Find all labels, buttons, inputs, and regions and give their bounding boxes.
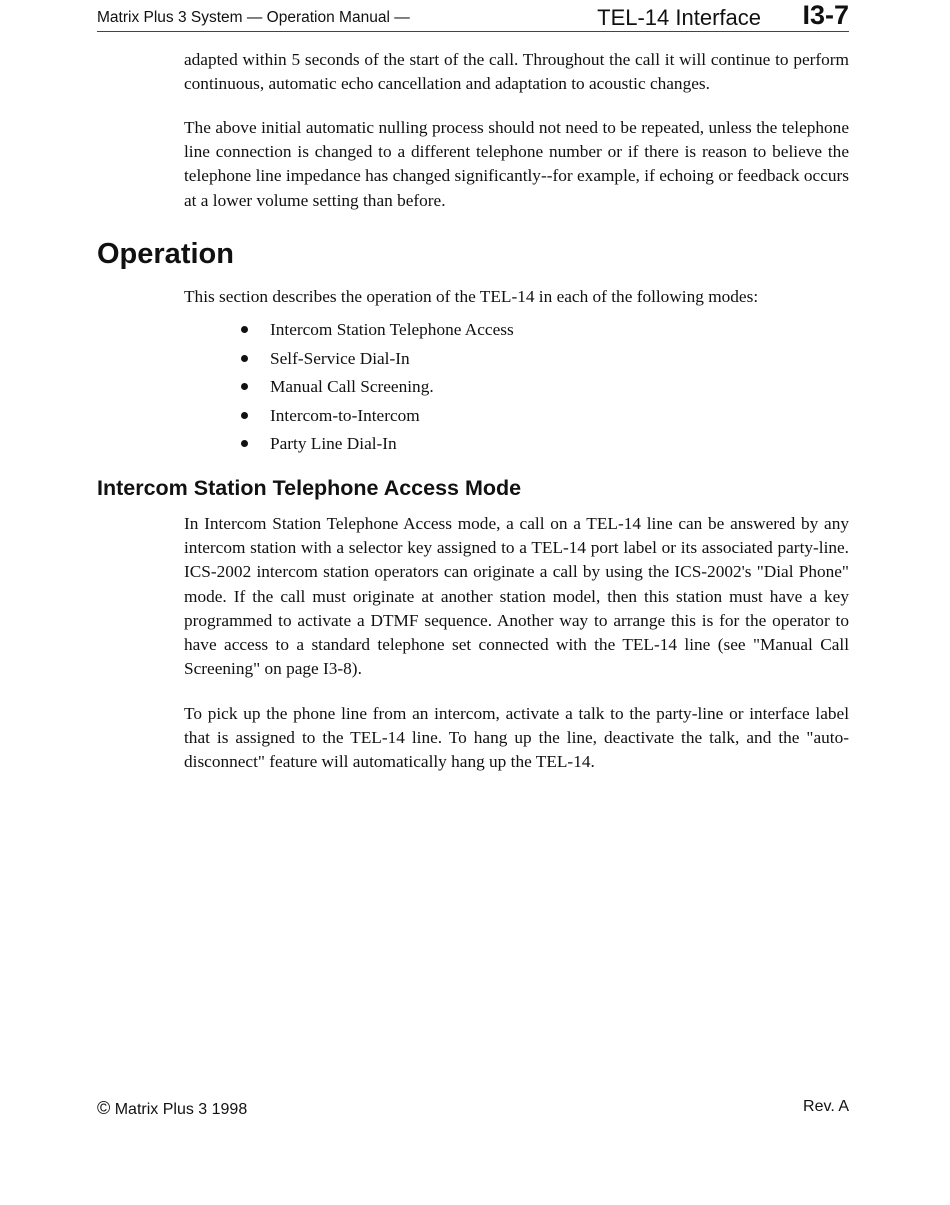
manual-title: Matrix Plus 3 System — Operation Manual — — [97, 9, 410, 26]
bullet-icon — [241, 383, 248, 390]
paragraph-modes-intro: This section describes the operation of the TEL-14 in each of the following modes: — [184, 287, 759, 306]
heading-access-mode: Intercom Station Telephone Access Mode — [97, 476, 522, 500]
heading-operation: Operation — [97, 238, 234, 270]
copyright-icon: © — [97, 1098, 111, 1118]
paragraph-access-mode: In Intercom Station Telephone Access mode, a call on a TEL-14 line can be answered by any intercom station with a selector key assigned to a TEL-14 port label or its associated party-line. ICS-2002 intercom station operators can originate a call by using the ICS-2002's "Dial Phone" mode. If the call must originate at another station model, then this station must have a key programmed to activate a DTMF sequence. Another way to arrange this is for the operator to have access to a standard telephone set connected with the TEL-14 line (see "Manual Call Screening" on page I3-8). — [184, 514, 849, 679]
paragraph-pickup-hangup: To pick up the phone line from an intercom, activate a talk to the party-line or interface label that is assigned to the TEL-14 line. To hang up the line, deactivate the talk, and the "auto-disconnect" feature will automatically hang up the TEL-14. — [184, 704, 849, 772]
bullet-icon — [241, 326, 248, 333]
list-item — [240, 404, 514, 433]
mode-label: Intercom Station Telephone Access — [270, 320, 514, 339]
modes-list — [240, 318, 514, 461]
list-item — [240, 347, 514, 376]
section-title: TEL-14 Interface — [597, 5, 761, 30]
list-item — [240, 375, 514, 404]
page-header — [97, 0, 849, 32]
mode-label: Intercom-to-Intercom — [270, 405, 420, 425]
copyright-text: Matrix Plus 3 1998 — [114, 1101, 248, 1118]
bullet-icon — [241, 412, 248, 419]
mode-label: Manual Call Screening. — [270, 377, 434, 396]
paragraph-echo-adaptation: adapted within 5 seconds of the start of the call. Throughout the call it will continue to perform continuous, automatic echo cancellation and adaptation to acoustic changes. — [184, 50, 849, 94]
mode-label: Party Line Dial-In — [270, 434, 397, 453]
bullet-icon — [241, 355, 248, 362]
page-number: I3-7 — [802, 0, 849, 30]
mode-label: Self-Service Dial-In — [270, 348, 410, 368]
list-item — [240, 432, 514, 461]
footer-revision: Rev. A — [803, 1098, 849, 1115]
list-item — [240, 318, 514, 347]
footer-copyright — [97, 1098, 247, 1119]
bullet-icon — [241, 440, 248, 447]
paragraph-nulling-process: The above initial automatic nulling process should not need to be repeated, unless the telephone line connection is changed to a different telephone number or if there is reason to believe the telephone line impedance has changed significantly--for example, if echoing or feedback occurs at a lower volume setting than before. — [184, 118, 849, 210]
